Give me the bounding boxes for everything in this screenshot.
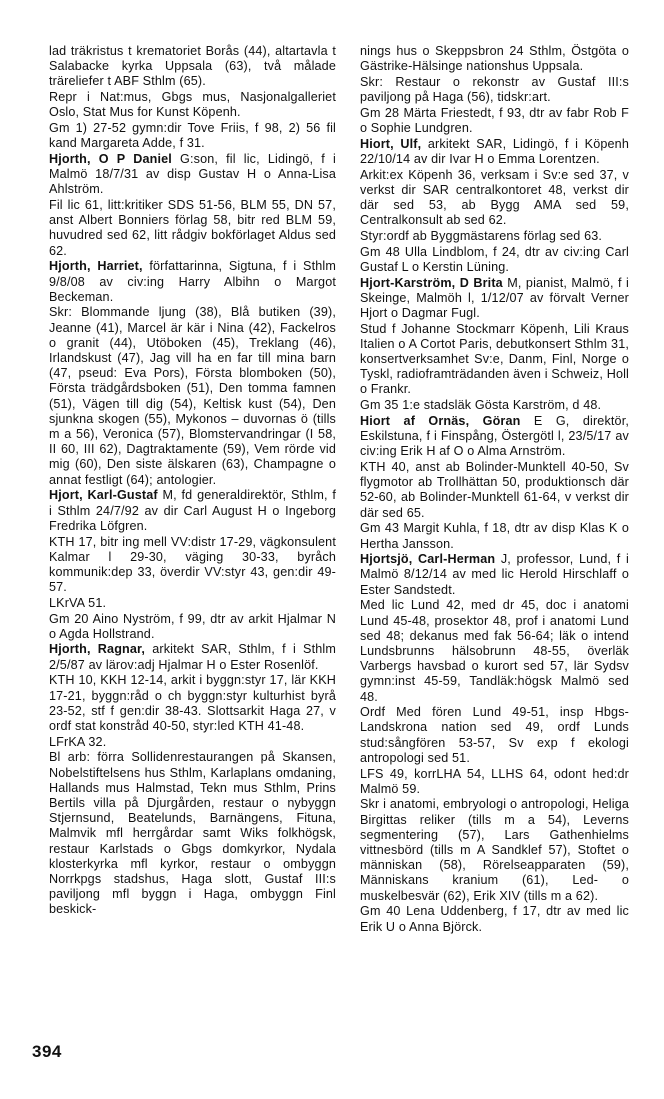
biography-paragraph — [49, 750, 336, 917]
entry-text: Gm 1) 27-52 gymn:dir Tove Friis, f 98, 2) 56 fil kand Margareta Adde, f 31. — [49, 121, 336, 151]
biography-entry-heading-paragraph — [49, 488, 336, 534]
biography-paragraph — [360, 521, 629, 551]
entry-text: LKrVA 51. — [49, 595, 107, 610]
biography-paragraph — [49, 535, 336, 596]
entry-text: KTH 40, anst ab Bolinder-Munktell 40-50, Sv flygmotor ab Trollhättan 50, produktionsch där 52-60, ab Bolinder-Munktell 61-64, v verkst dir där sed 65. — [360, 459, 629, 520]
entry-name: Hjort, Karl-Gustaf — [49, 488, 158, 503]
entry-text: Ordf Med fören Lund 49-51, insp Hbgs-Landskrona nation sed 49, ordf Lunds stud:sångfören 53-57, Sv exp f ekologi antropologi sed 51. — [360, 705, 629, 765]
biography-paragraph — [360, 44, 629, 74]
biography-paragraph — [360, 75, 629, 105]
entry-text: lad träkristus t krematoriet Borås (44), altartavla t Salabacke kyrka Uppsala (63), två målade träreliefer t ABF Sthlm (65). — [49, 44, 336, 89]
biography-entry-heading-paragraph — [360, 276, 629, 322]
biography-paragraph — [49, 612, 336, 642]
biography-paragraph — [49, 735, 336, 750]
entry-text: Med lic Lund 42, med dr 45, doc i anatomi Lund 45-48, prosektor 48, prof i anatomi Lund sed 48; dekanus med fak 56-64; läk o intend Lundsbrunns hälsobrunn 48-55, överläk Varbergs havsbad o kurort sed 57, lär Sydsv gymn:inst 45-59, Tandläk:högsk Malmö sed 48. — [360, 598, 629, 704]
entry-given-name: D Brita — [459, 275, 503, 290]
entry-text: författarinna, Sigtuna, f i Sthlm 9/8/08 av civ:ing Harry Albihn o Margot Beckeman. — [49, 259, 336, 304]
entry-text: nings hus o Skeppsbron 24 Sthlm, Östgöta o Gästrike-Hälsinge nationshus Uppsala. — [360, 44, 629, 74]
entry-text: arkitekt SAR, Sthlm, f i Sthlm 2/5/87 av lärov:adj Hjalmar H o Ester Rosenlöf. — [49, 642, 337, 672]
entry-name: Hjortsjö, Carl-Herman — [360, 552, 496, 567]
entry-text: Repr i Nat:mus, Gbgs mus, Nasjonalgalleriet Oslo, Stat Mus for Kunst Köpenh. — [49, 90, 336, 120]
entry-text: KTH 17, bitr ing mell VV:distr 17-29, vägkonsulent Kalmar l 29-30, väging 30-33, byråch kommunik:dep 33, överdir VV:styr 43, gen:dir 49-57. — [49, 534, 336, 595]
biography-paragraph — [360, 398, 629, 413]
biography-entry-heading-paragraph — [360, 414, 629, 460]
entry-text: LFS 49, korrLHA 54, LLHS 64, odont hed:dr Malmö 59. — [360, 766, 629, 796]
biography-paragraph — [360, 598, 629, 704]
entry-text: arkitekt SAR, Lidingö, f i Köpenh 22/10/14 av dir Ivar H o Emma Lorentzen. — [360, 136, 629, 166]
biography-entry-heading-paragraph — [360, 137, 629, 167]
page-number: 394 — [32, 1042, 62, 1061]
entry-text: M, pianist, Malmö, f i Skeinge, Malmöh l, 1/12/07 av förvalt Verner Hjort o Dagmar Fugl. — [360, 275, 629, 320]
entry-text: Gm 48 Ulla Lindblom, f 24, dtr av civ:ing Carl Gustaf L o Kerstin Lüning. — [360, 244, 629, 274]
entry-text: Stud f Johanne Stockmarr Köpenh, Lili Kraus Italien o A Cortot Paris, debutkonsert Sthlm 31, konsertverksamhet Sv:e, Danm, Finl, Norge o Tyskl, radioframträdanden även i Schweiz, Holl o Frankr. — [360, 321, 629, 397]
entry-text: Gm 40 Lena Uddenberg, f 17, dtr av med lic Erik U o Anna Björck. — [360, 904, 629, 934]
biography-paragraph — [49, 90, 336, 120]
entry-name: Hiort, Ulf, — [360, 136, 422, 151]
biography-paragraph — [360, 229, 629, 244]
entry-text: M, fd generaldirektör, Sthlm, f i Sthlm 24/7/92 av dir Carl August H o Ingeborg Fredrika Löfgren. — [49, 488, 336, 533]
entry-text: J, professor, Lund, f i Malmö 8/12/14 av med lic Herold Hirschlaff o Ester Sandstedt. — [360, 552, 629, 597]
biography-entry-heading-paragraph — [49, 259, 336, 305]
biography-paragraph — [49, 596, 336, 611]
biography-entry-heading-paragraph — [49, 642, 336, 672]
biography-paragraph — [49, 198, 336, 259]
entry-text: Arkit:ex Köpenh 36, verksam i Sv:e sed 37, v verkst dir SAR centralkontoret 48, verkst dir där sed 53, ab Bygg AMA sed 59, Centralkonsult ab sed 62. — [360, 167, 629, 228]
left-column — [49, 44, 336, 918]
biography-paragraph — [360, 106, 629, 136]
biography-paragraph — [360, 460, 629, 521]
entry-text: Fil lic 61, litt:kritiker SDS 51-56, BLM 55, DN 57, anst Albert Bonniers förlag 58, bitr red BLM 59, huvudred sed 62, litt rådgiv bokförlaget Aldus sed 62. — [49, 198, 336, 258]
biography-paragraph — [49, 121, 336, 151]
biography-paragraph — [360, 904, 629, 934]
biography-paragraph — [360, 797, 629, 903]
entry-text: Skr: Restaur o rekonstr av Gustaf III:s paviljong på Haga (56), tidskr:art. — [360, 74, 629, 105]
entry-text: LFrKA 32. — [49, 734, 107, 749]
entry-text: G:son, fil lic, Lidingö, f i Malmö 18/7/31 av disp Gustav H o Anna-Lisa Ahlström. — [49, 151, 337, 197]
biography-paragraph — [49, 44, 336, 90]
entry-text: KTH 10, KKH 12-14, arkit i byggn:styr 17, lär KKH 17-21, byggn:råd o ch byggn:styr kulturhist byrå 23-52, stf f gen:dir 38-43. Slottsarkit Haga 27, v ordf stat konstråd 40-50, styr:led KTH 41-48. — [49, 673, 336, 733]
entry-name: Hjort-Karström, — [360, 275, 456, 290]
biography-entry-heading-paragraph — [360, 552, 629, 598]
entry-name: Hjorth, Ragnar, — [49, 642, 146, 657]
biography-paragraph — [49, 673, 336, 734]
biography-paragraph — [360, 168, 629, 229]
right-column — [360, 44, 629, 935]
entry-text: Styr:ordf ab Byggmästarens förlag sed 63. — [360, 228, 603, 243]
biography-entry-heading-paragraph — [49, 152, 336, 198]
entry-text: Gm 43 Margit Kuhla, f 18, dtr av disp Klas K o Hertha Jansson. — [360, 521, 629, 551]
entry-text: Skr i anatomi, embryologi o antropologi, Heliga Birgittas reliker (tills m a 54), Leverns segmentering (57), Lars Gathenhielms vittnesbörd (tills m A Sandklef 57), Stoftet o människan (58), Rörelseapparaten (59), Människans kranium (61), Led- o muskelbesvär (62), Erik XIV (tills m a 62). — [360, 797, 629, 903]
entry-text: Gm 20 Aino Nyström, f 99, dtr av arkit Hjalmar N o Agda Hollstrand. — [49, 611, 336, 641]
entry-text: Gm 35 1:e stadsläk Gösta Karström, d 48. — [360, 398, 602, 413]
entry-text: Gm 28 Märta Friestedt, f 93, dtr av fabr Rob F o Sophie Lundgren. — [360, 105, 629, 136]
entry-name: Hiort af Ornäs, Göran — [360, 413, 521, 428]
biography-paragraph — [360, 705, 629, 766]
biography-paragraph — [360, 322, 629, 398]
biography-paragraph — [49, 305, 336, 487]
biography-paragraph — [360, 245, 629, 275]
entry-text: Skr: Blommande ljung (38), Blå butiken (39), Jeanne (41), Marcel är kär i Nina (42), Fackelros o granit (44), Utöboken (45), Treklang (46), Irlandskust (47), Jag vill ha en far till mina barn (47, pseud: Eva Pors), Första blomboken (50), Första trädgårdsboken (51), Den tomma famnen (51), Vägen till dig (54), Keltisk kust (54), Den sjunkna skogen (55), Mykonos – duvornas ö (tills m a 56), Veronica (57), Blomstervandringar (I 58, II 60, III 62), Dagtraktamente (59), Vem rörde vid mig (60), Den siste älskaren (63), Champagne o annat festligt (64); antologier. — [49, 305, 336, 487]
entry-name: Hjorth, Harriet, — [49, 259, 143, 274]
entry-text: Bl arb: förra Sollidenrestaurangen på Skansen, Nobelstiftelsens hus Sthlm, Karlaplans omdaning, Hallands mus Halmstad, Tekn mus Sthlm, Prins Bertils villa på Djurgården, restaur o nybyggn Stjernsund, Beatelunds, Barnängens, Fituna, Malmvik mfl herrgårdar samt Wiks folkhögsk, restaur Karlstads o Gbgs domkyrkor, Nydala klosterkyrka mfl kyrkor, restaur o ombyggn Norrkpgs stadshus, Haga slott, Gustaf III:s paviljong mfl byggn i Haga, ombyggn Finl beskick- — [49, 750, 336, 917]
biography-paragraph — [360, 767, 629, 797]
entry-given-name: O P Daniel — [98, 151, 172, 166]
entry-text: E G, direktör, Eskilstuna, f i Finspång, Östergötl l, 23/5/17 av civ:ing Erik H af O o Alma Arnström. — [360, 413, 629, 459]
entry-name: Hjorth, — [49, 151, 91, 166]
